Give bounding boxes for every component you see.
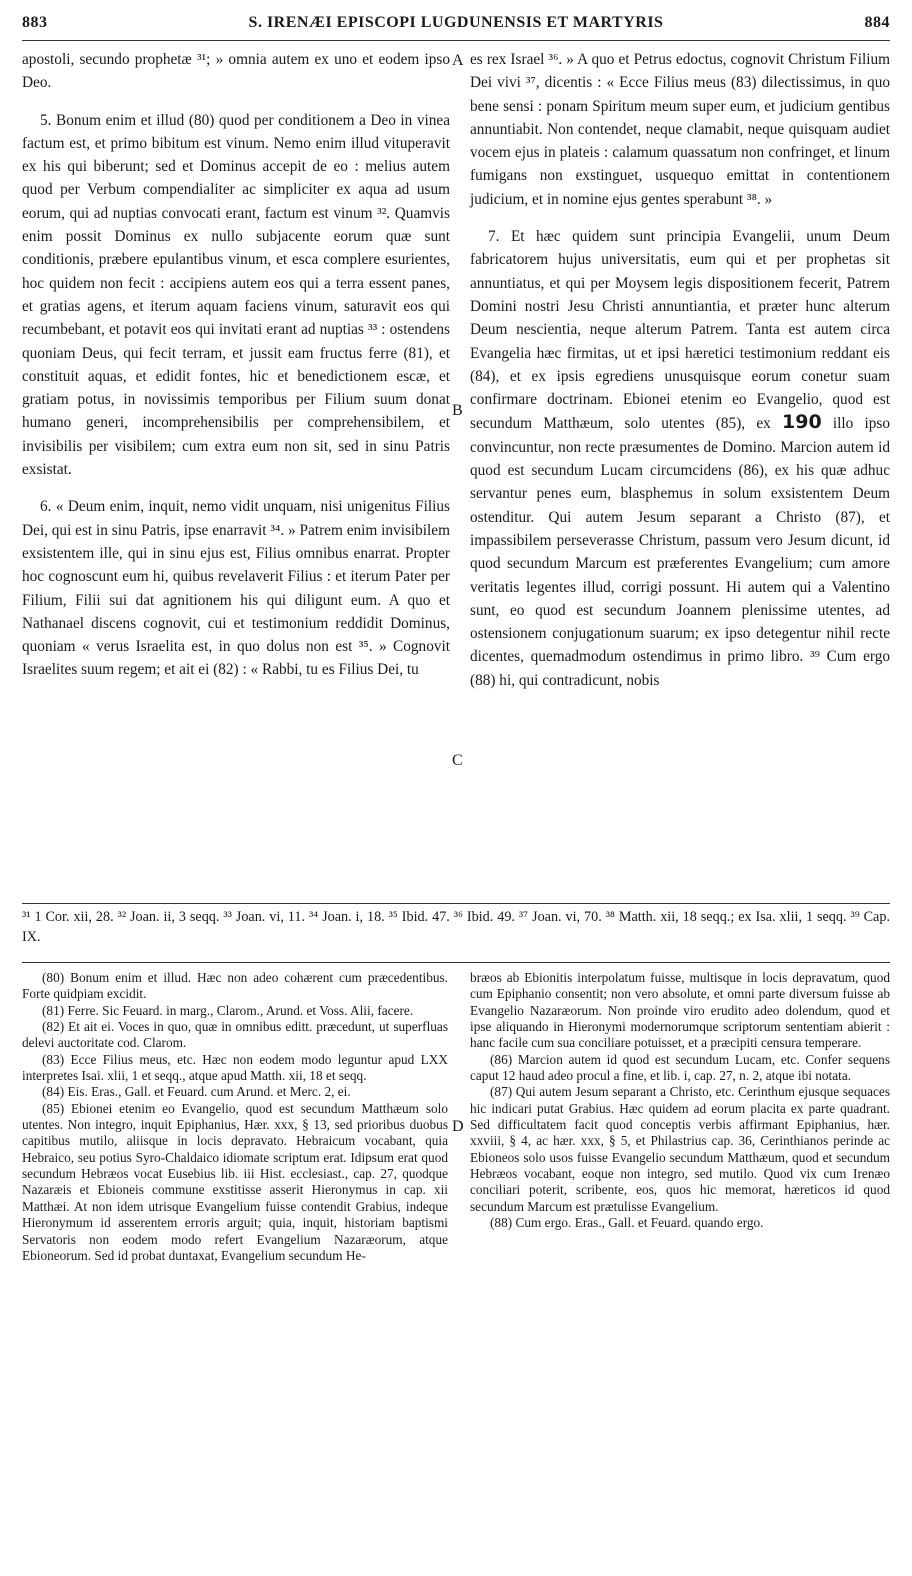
header-rule [22, 40, 890, 41]
running-title: S. IRENÆI EPISCOPI LUGDUNENSIS ET MARTYRIS [248, 14, 664, 31]
column-number-right: 884 [864, 14, 890, 31]
paragraph-6: 6. « Deum enim, inquit, nemo vidit unquam, nisi unigenitus Filius Dei, qui est in sinu Patris, ipse enarravit ³⁴. » Patrem enim invisibilem exsistentem ille, qui in sinu ejus est, Filius omnibus enarrat. Propter hoc cognoscunt eum hi, quibus revelaverit Filius : et iterum Pater per Filium, Filii sui dat agnitionem his qui diligunt eum. A quo et Nathanael discens cognovit, cui et testimonium reddidit Dominus, quoniam « verus Israelita est, in quo dolus non est ³⁵. » Cognovit Israelites suum regem; et ait ei (82) : « Rabbi, tu es Filius Dei, tu [22, 498, 450, 679]
notes-rule [22, 962, 890, 963]
paragraph-7 [470, 225, 890, 692]
paragraph-continuation-right: es rex Israel ³⁶. » A quo et Petrus edoctus, cognovit Christum Filium Dei vivi ³⁷, dicentis : « Ecce Filius meus (83) dilectissimus, in quo bene sensi : ponam Spiritum meum super eum, et judicium gentibus annuntiabit. Non contendet, neque clamabit, neque quisquam audiet vocem ejus in plateis : calamum quassatum non confringet, et linum fumigans non exstinguet, usquequo emittat in contentionem judicium, et in nomine ejus gentes sperabunt ³⁸. » [470, 51, 890, 208]
note-85-continuation: bræos ab Ebionitis interpolatum fuisse, multisque in locis depravatum, quod cum Epiphanio consentit; non vero absolute, et omni parte diversum fuisse ab Evangelio Nazaræorum. Non proinde viro erudito adeo dolendum, quod et ipse aliquando in Hieronymi modernorumque scriptorum sententiam abierit : hanc facile cum sua conciliare potuisset, et a præcipiti censura temperare. [470, 970, 890, 1051]
main-column-left [22, 48, 450, 682]
note-80: (80) Bonum enim et illud. Hæc non adeo cohærent cum præcedentibus. Forte quidpiam excidit. [22, 970, 448, 1002]
note-84: (84) Eis. Eras., Gall. et Feuard. cum Arund. et Merc. 2, ei. [42, 1084, 351, 1100]
note-82: (82) Et ait ei. Voces in quo, quæ in omnibus editt. præcedunt, ut superfluas delevi auctoritate cod. Clarom. [22, 1019, 448, 1051]
paragraph-7-text-b: illo ipso convincuntur, non recte præsumentes de Domino. Marcion autem id quod est secundum Lucam circumcidens (86), ex his quæ adhuc servantur penes eum, blasphemus in solum exsistentem Deum ostenditur. Qui autem Jesum separant a Christo (87), et impassibilem perseverasse Christum, passum vero Jesum dicunt, id quod secundum Marcum est præferentes Evangelium; cum amore veritatis legentes illud, corrigi possunt. Hi autem qui a Valentino sunt, eo quod est secundum Joannem plenissime utentes, ad ostensionem conjugationum suarum; ex ipso detegentur nihil recte dicentes, quemadmodum ostendimus in primo libro. ³⁹ Cum ergo (88) hi, qui contradicunt, nobis [470, 415, 890, 689]
scripture-footnotes: ³¹ 1 Cor. xii, 28. ³² Joan. ii, 3 seqq. ³³ Joan. vi, 11. ³⁴ Joan. i, 18. ³⁵ Ibid. 47. ³⁶ Ibid. 49. ³⁷ Joan. vi, 70. ³⁸ Matth. xii, 18 seqq.; ex Isa. xlii, 1 seqq. ³⁹ Cap. IX. [22, 909, 890, 945]
paragraph-continuation: apostoli, secundo prophetæ ³¹; » omnia autem ex uno et eodem ipso Deo. [22, 51, 450, 92]
note-86: (86) Marcion autem id quod est secundum Lucam, etc. Confer sequens caput 12 haud adeo procul a fine, et lib. i, cap. 27, n. 2, atque ibi notata. [470, 1051, 890, 1084]
paragraph-5: 5. Bonum enim et illud (80) quod per conditionem a Deo in vinea factum est, et primo bibitum est vinum. Nemo enim illud vituperavit ex his qui biberunt; sed et Dominus accepit de eo : melius autem quod per Verbum compendialiter ac simpliciter ex aqua ad usum eorum, qui ad nuptias convocati erant, factum est vinum ³². Quamvis enim possit Dominus ex nullo subjacente eorum quæ sunt conditionis, præbere epulantibus vinum, et esca complere esurientes, hoc quidem non fecit : accipiens autem eos qui a terra essent panes, et gratias agens, et iterum aquam faciens vinum, saturavit eos qui recumbebant, et potavit eos qui invitati erant ad nuptias ³³ : ostendens quoniam Deus, qui fecit terram, et jussit eam fructus ferre (81), et constituit aquas, et edidit fontes, hic et benedictionem escæ, et gratiam potus, in novissimis temporibus per Filium suum donat humano generi, incomprehensibilis per comprehensibilem, et invisibilis per visibilem; cum extra eum non sit, sed in sinu Patris exsistat. [22, 111, 450, 479]
margin-letter-c: C [452, 752, 463, 769]
page-marker: 190 [782, 411, 822, 434]
margin-letter-a: A [452, 52, 464, 69]
margin-letter-b: B [452, 402, 463, 419]
main-column-right [470, 48, 890, 692]
notes-column-left [22, 970, 448, 1264]
note-87: (87) Qui autem Jesum separant a Christo, etc. Cerinthum ejusque sequaces hic indicari putat Grabius. Hæc quidem ad eorum placita ex parte quadrant. Sed difficultatem facit quod conceptis verbis affirmant Epiphanius, hær. xxviii, § 4, ac hær. xxx, § 5, et Philastrius cap. 36, Cerinthianos perinde ac Ebioneos solo usos fuisse Evangelio secundum Matthæum, quod et secundum Hebræos vocabant, eoque non integro, sed mutilo. Quod vix cum Irenæo conciliari poterit, scribente, eos, quos hic memorat, hæreticos id quod secundum Marcum est prætulisse Evangelium. [470, 1084, 890, 1214]
footnote-rule [22, 903, 890, 904]
note-88: (88) Cum ergo. Eras., Gall. et Feuard. quando ergo. [490, 1215, 764, 1231]
column-number-left: 883 [22, 14, 48, 31]
notes-column-right [470, 970, 890, 1232]
margin-letter-d: D [452, 1118, 464, 1135]
note-81: (81) Ferre. Sic Feuard. in marg., Clarom., Arund. et Voss. Alii, facere. [42, 1002, 414, 1018]
paragraph-7-text-a: 7. Et hæc quidem sunt principia Evangelii, unum Deum fabricatorem hujus universitatis, eum qui et per prophetas sit annuntiatus, et qui per Moysem legis dispositionem fecerit, Patrem Domini nostri Jesu Christi annuntiantia, et præter hunc alterum Deum nescientia, neque alterum Patrem. Tanta est autem circa Evangelia hæc firmitas, ut et ipsi hæretici testimonium reddant eis (84), et ex ipsis egrediens unusquisque eorum conetur suam confirmare doctrinam. Ebionei etenim eo Evangelio, quod est secundum Matthæum, solo utentes (85), ex [470, 228, 890, 433]
note-83: (83) Ecce Filius meus, etc. Hæc non eodem modo leguntur apud LXX interpretes Isai. xlii, 1 et seqq., atque apud Matth. xii, 18 et seqq. [22, 1051, 448, 1084]
note-85: (85) Ebionei etenim eo Evangelio, quod est secundum Matthæum solo utentes. Non integro, inquit Epiphanius, Hær. xxx, § 13, sed prioribus duobus capitibus mutilo, aliisque in locis depravato. Hebraicum vocabant, quia Hebraico, seu potius Syro-Chaldaico idiomate scriptum erat. Idipsum erat quod secundum Hebræos vocat Eusebius lib. iii Hist. ecclesiast., cap. 27, quodque Nazaræis et Ebioneis commune exstitisse asserit Hieronymus in cap. xii Matthæi. At non idem utrisque Evangelium fuisse contendit Grabius, indeque Hieronymum id asserentem erroris arguit; quia, inquit, historiam baptismi Servatoris non eodem modo refert Evangelium Nazaræorum, atque Ebioneorum. Sed id probat duntaxat, Evangelium secundum He- [22, 1100, 448, 1263]
